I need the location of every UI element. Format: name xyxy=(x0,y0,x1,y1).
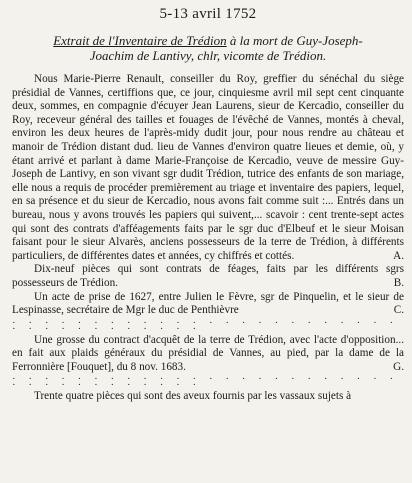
document-date: 5-13 avril 1752 xyxy=(159,6,257,22)
paragraph-1 xyxy=(12,73,404,263)
paragraph-4-mark: G. xyxy=(393,360,404,373)
paragraph-2-text: Dix-neuf pièces qui sont contrats de féages, faits par les différents sgrs possesseurs de Trédion. xyxy=(12,263,404,289)
title-line-2: Joachim de Lantivy, chlr, vicomte de Trédion. xyxy=(89,48,327,63)
paragraph-2-mark: B. xyxy=(393,276,404,289)
paragraph-4-text: Une grosse du contract d'acquêt de la terre de Trédion, avec l'acte d'opposition... en fait aux plaids généraux du présidial de Vannes, au pied, par la dame de la Ferronnière [Fouquet], du 8 nov. 1683. xyxy=(12,333,404,373)
paragraph-5: Trente quatre pièces qui sont des aveux fournis par les vassaux sujets à xyxy=(34,390,352,403)
paragraph-3-mark: C. xyxy=(393,304,404,317)
paragraph-1-mark: A. xyxy=(393,249,404,262)
paragraph-3 xyxy=(12,291,404,318)
document-title xyxy=(18,33,398,63)
paragraph-2 xyxy=(12,263,404,290)
paragraph-4 xyxy=(12,334,404,375)
paragraph-1-text: Nous Marie-Pierre Renault, conseiller du Roy, greffier du sénéchal du siège présidial de Vannes, certiffions que, ce jour, cinquiesme avril mil sept cent cinquante deux, sommes, en compagnie d'écuyer Jean Laurens, sieur de Kercadio, conseiller du Roy, receveur général des tailles et fouages de l'évêché de Vannes, montés à cheval, environ les deux heures de l'après-midy dudit jour, pour nous rendre au château et manoir de Trédion distant dud. lieu de Vannes d'environ quatre lieues et demie, où, y étant arrivé et parlant à dame Marie-Françoise de Kercadio, veuve de messire Guy-Joseph de Lantivy, en son vivant sgr dudit Trédion, tutrice des enfants de son mariage, elle nous a requis de procéder premièrement au triage et inventaire des papiers, lequel, en sa présence et du sieur de Kercadio, nous avons fait comme suit :... Entrés dans un bureau, nous y avons trouvés les papiers qui suivent,... scavoir : cent trente-sept actes qui sont des contrats d'afféagements faits par le sgr duc d'Elbeuf et le sieur Moisan faisant pour le sieur Alvarès, anciens possesseurs de la terre de Trédion, à différents particuliers, de différentes dates et années, cy chiffrés et cottés. xyxy=(12,73,404,262)
title-part: à la mort de Guy-Joseph- xyxy=(226,33,363,48)
paragraph-3-text: Un acte de prise de 1627, entre Julien le Fèvre, sgr de Pinquelin, et le sieur de Lespinasse, secrétaire de Mgr le duc de Penthièvre xyxy=(12,290,404,317)
dotted-separator: · · · · · · · · · · · · · · · · · · · · · · · · · · · · · · · · · · · · xyxy=(12,316,399,335)
dotted-separator-2: · · · · · · · · · · · · · · · · · · · · · · · · · · · · · · · · · · · · xyxy=(12,373,399,392)
title-part-underlined: Extrait de l'Inventaire de Trédion xyxy=(53,33,227,48)
